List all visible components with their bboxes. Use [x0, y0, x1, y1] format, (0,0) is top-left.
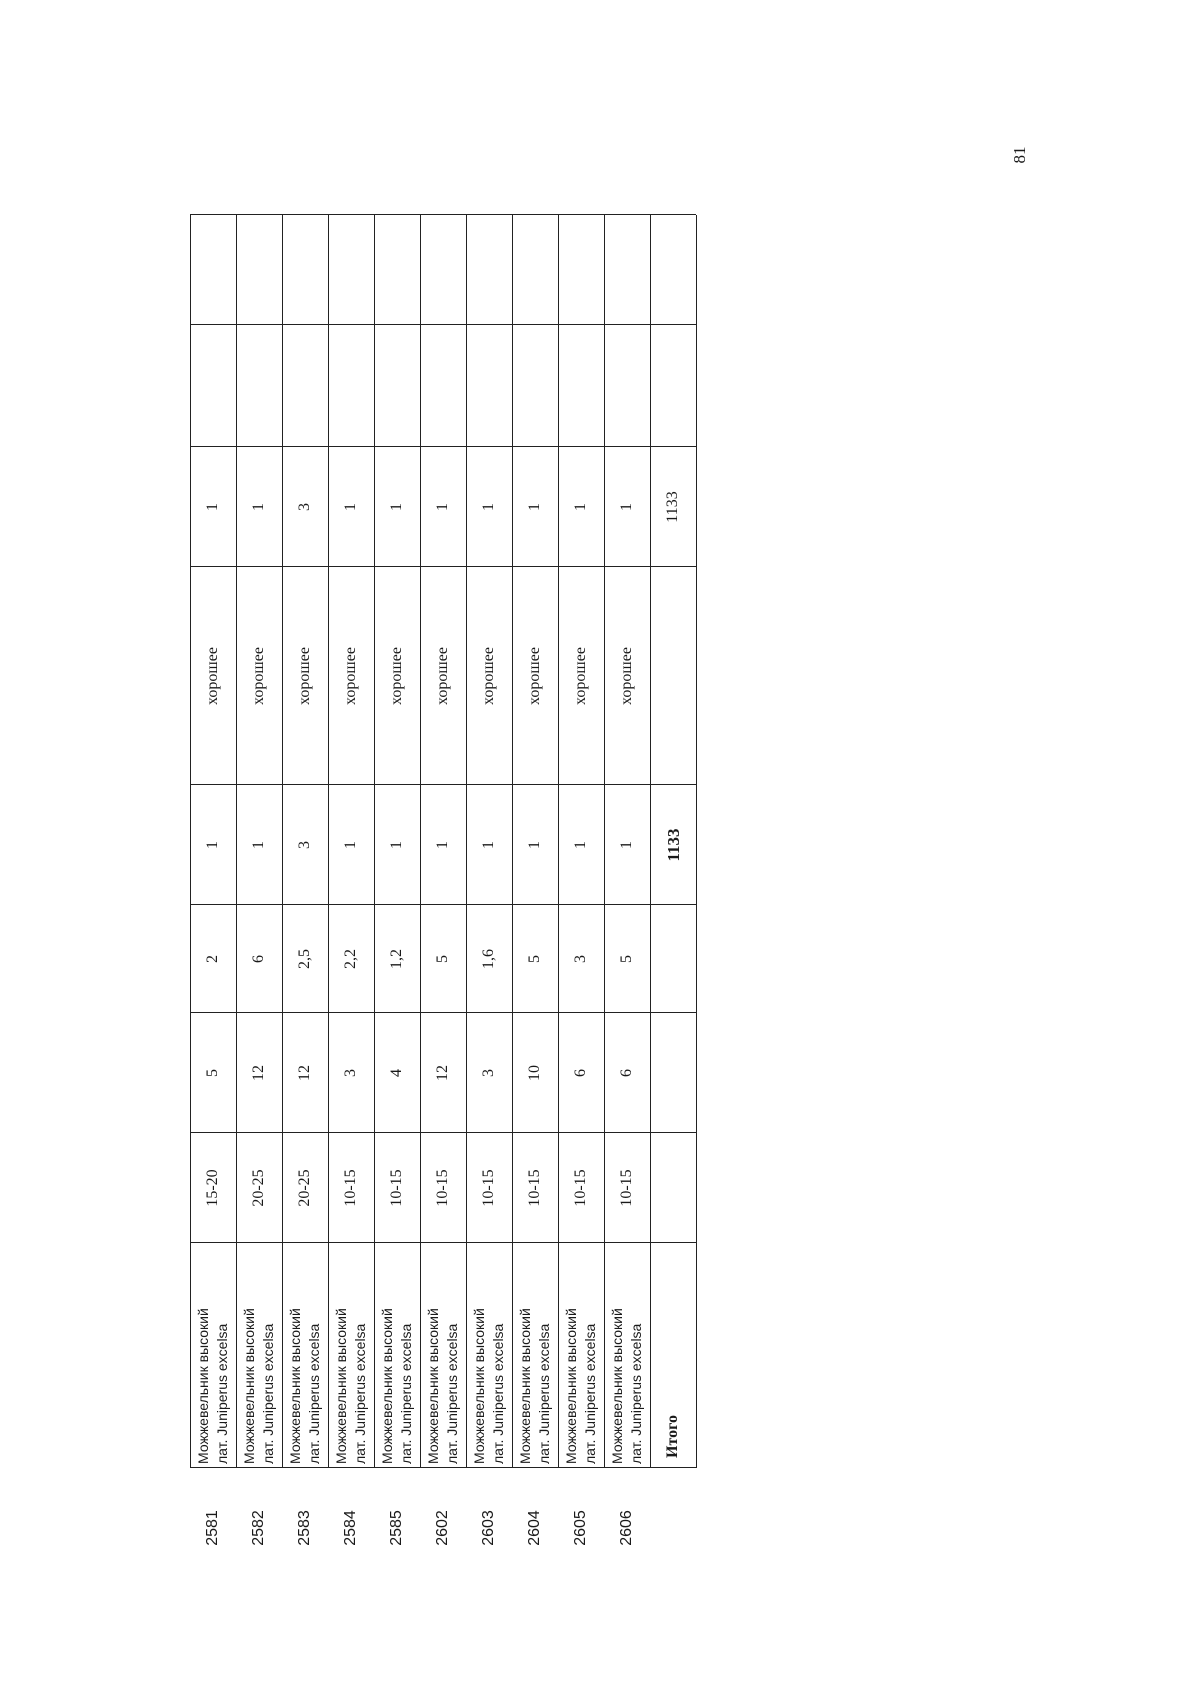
condition-value: хорошее: [572, 647, 589, 705]
size-value: 1,6: [480, 949, 497, 969]
count-b-value: 3: [296, 841, 313, 849]
size-cell: [512, 905, 558, 1013]
count-c-value: 1: [250, 503, 267, 511]
species-name: Можжевельник высокий: [471, 1308, 487, 1464]
row-number: 2584: [342, 1510, 359, 1546]
count-a-cell: [190, 1013, 236, 1133]
size-cell: [466, 905, 512, 1013]
total-row-cell: [650, 567, 696, 785]
species-latin-name: лат. Juniperus excelsa: [628, 1323, 644, 1464]
species-name: Можжевельник высокий: [379, 1308, 395, 1464]
count-b-value: 1: [388, 841, 405, 849]
size-cell: [558, 905, 604, 1013]
count-a-value: 6: [572, 1069, 589, 1077]
age-cell: [558, 1133, 604, 1243]
count-b-cell: [420, 785, 466, 905]
count-c-value: 1: [434, 503, 451, 511]
species-name: Можжевельник высокий: [609, 1308, 625, 1464]
size-value: 3: [572, 955, 589, 963]
empty-cell: [466, 325, 512, 447]
species-name-cell: [190, 1243, 236, 1468]
count-a-cell: [328, 1013, 374, 1133]
count-b-cell: [512, 785, 558, 905]
size-cell: [420, 905, 466, 1013]
total-row-cell: [650, 1013, 696, 1133]
species-name-cell: [282, 1243, 328, 1468]
total-label: Итого: [664, 1415, 681, 1458]
count-a-cell: [282, 1013, 328, 1133]
species-name-cell: [604, 1243, 650, 1468]
total-row-cell: [650, 447, 696, 567]
age-cell: [604, 1133, 650, 1243]
count-a-cell: [604, 1013, 650, 1133]
total-value: 1133: [664, 491, 681, 523]
age-value: 10-15: [342, 1169, 359, 1207]
empty-cell: [236, 215, 282, 325]
species-name: Можжевельник высокий: [563, 1308, 579, 1464]
condition-cell: [374, 567, 420, 785]
empty-cell: [420, 215, 466, 325]
empty-cell: [374, 215, 420, 325]
page-number: 81: [1010, 146, 1029, 164]
total-value-bold: 1133: [663, 828, 683, 862]
row-number: 2605: [572, 1510, 589, 1546]
count-c-cell: [466, 447, 512, 567]
count-c-value: 1: [388, 503, 405, 511]
table-row-line: [696, 215, 697, 1468]
total-row-cell: [650, 325, 696, 447]
age-cell: [420, 1133, 466, 1243]
species-name: Можжевельник высокий: [425, 1308, 441, 1464]
count-a-value: 6: [618, 1069, 635, 1077]
count-a-cell: [466, 1013, 512, 1133]
age-cell: [190, 1133, 236, 1243]
count-c-cell: [328, 447, 374, 567]
condition-cell: [236, 567, 282, 785]
age-cell: [236, 1133, 282, 1243]
empty-cell: [282, 215, 328, 325]
inventory-table: [190, 215, 685, 1468]
count-a-value: 12: [434, 1065, 451, 1081]
species-latin-name: лат. Juniperus excelsa: [582, 1323, 598, 1464]
rotated-table-area: [190, 215, 860, 1546]
size-value: 2,5: [296, 949, 313, 969]
condition-cell: [466, 567, 512, 785]
count-b-value: 1: [572, 841, 589, 849]
count-c-cell: [190, 447, 236, 567]
empty-cell: [282, 325, 328, 447]
empty-cell: [558, 325, 604, 447]
size-value: 6: [250, 955, 267, 963]
size-value: 5: [618, 955, 635, 963]
empty-cell: [512, 325, 558, 447]
size-cell: [236, 905, 282, 1013]
age-cell: [512, 1133, 558, 1243]
count-c-value: 1: [342, 503, 359, 511]
condition-cell: [512, 567, 558, 785]
age-value: 20-25: [296, 1169, 313, 1207]
condition-value: хорошее: [526, 647, 543, 705]
size-value: 5: [434, 955, 451, 963]
species-latin-name: лат. Juniperus excelsa: [444, 1323, 460, 1464]
count-c-cell: [374, 447, 420, 567]
age-cell: [282, 1133, 328, 1243]
row-number: 2581: [204, 1510, 221, 1546]
count-c-cell: [604, 447, 650, 567]
empty-cell: [466, 215, 512, 325]
species-latin-name: лат. Juniperus excelsa: [490, 1323, 506, 1464]
count-b-value: 1: [526, 841, 543, 849]
count-b-cell: [604, 785, 650, 905]
count-b-value: 1: [434, 841, 451, 849]
count-b-value: 1: [204, 841, 221, 849]
row-number: 2585: [388, 1510, 405, 1546]
species-name-cell: [374, 1243, 420, 1468]
species-latin-name: лат. Juniperus excelsa: [306, 1323, 322, 1464]
count-a-value: 12: [296, 1065, 313, 1081]
condition-value: хорошее: [618, 647, 635, 705]
empty-cell: [190, 215, 236, 325]
age-cell: [328, 1133, 374, 1243]
empty-cell: [190, 325, 236, 447]
age-value: 20-25: [250, 1169, 267, 1207]
total-row-cell: [650, 215, 696, 325]
size-cell: [190, 905, 236, 1013]
condition-value: хорошее: [342, 647, 359, 705]
count-c-value: 1: [618, 503, 635, 511]
condition-value: хорошее: [388, 647, 405, 705]
species-latin-name: лат. Juniperus excelsa: [214, 1323, 230, 1464]
count-a-value: 10: [526, 1065, 543, 1081]
size-value: 5: [526, 955, 543, 963]
count-a-value: 3: [480, 1069, 497, 1077]
size-cell: [374, 905, 420, 1013]
species-name: Можжевельник высокий: [195, 1308, 211, 1464]
total-label-cell: [650, 1243, 696, 1468]
count-b-value: 1: [480, 841, 497, 849]
empty-cell: [420, 325, 466, 447]
empty-cell: [604, 325, 650, 447]
age-cell: [466, 1133, 512, 1243]
count-a-value: 3: [342, 1069, 359, 1077]
row-number: 2602: [434, 1510, 451, 1546]
empty-cell: [328, 325, 374, 447]
species-latin-name: лат. Juniperus excelsa: [260, 1323, 276, 1464]
condition-value: хорошее: [250, 647, 267, 705]
count-b-value: 1: [250, 841, 267, 849]
condition-cell: [558, 567, 604, 785]
count-a-cell: [236, 1013, 282, 1133]
count-c-value: 1: [204, 503, 221, 511]
species-name: Можжевельник высокий: [241, 1308, 257, 1464]
species-latin-name: лат. Juniperus excelsa: [536, 1323, 552, 1464]
condition-cell: [190, 567, 236, 785]
empty-cell: [558, 215, 604, 325]
row-number: 2603: [480, 1510, 497, 1546]
species-name-cell: [328, 1243, 374, 1468]
count-b-cell: [282, 785, 328, 905]
count-c-value: 1: [480, 503, 497, 511]
size-cell: [282, 905, 328, 1013]
count-b-value: 1: [618, 841, 635, 849]
count-b-value: 1: [342, 841, 359, 849]
row-number: 2583: [296, 1510, 313, 1546]
species-name: Можжевельник высокий: [333, 1308, 349, 1464]
count-a-cell: [512, 1013, 558, 1133]
condition-cell: [420, 567, 466, 785]
age-value: 10-15: [480, 1169, 497, 1207]
count-a-value: 4: [388, 1069, 405, 1077]
condition-value: хорошее: [204, 647, 221, 705]
count-b-cell: [190, 785, 236, 905]
row-number: 2606: [618, 1510, 635, 1546]
condition-value: хорошее: [296, 647, 313, 705]
age-value: 10-15: [388, 1169, 405, 1207]
species-name-cell: [558, 1243, 604, 1468]
count-a-value: 12: [250, 1065, 267, 1081]
count-a-value: 5: [204, 1069, 221, 1077]
count-c-cell: [420, 447, 466, 567]
count-a-cell: [374, 1013, 420, 1133]
count-b-cell: [374, 785, 420, 905]
empty-cell: [328, 215, 374, 325]
count-c-cell: [236, 447, 282, 567]
row-number: 2582: [250, 1510, 267, 1546]
count-c-value: 1: [526, 503, 543, 511]
count-a-cell: [558, 1013, 604, 1133]
count-c-value: 1: [572, 503, 589, 511]
condition-cell: [604, 567, 650, 785]
empty-cell: [374, 325, 420, 447]
condition-value: хорошее: [480, 647, 497, 705]
species-name-cell: [420, 1243, 466, 1468]
count-b-cell: [236, 785, 282, 905]
empty-cell: [236, 325, 282, 447]
age-value: 10-15: [572, 1169, 589, 1207]
size-cell: [328, 905, 374, 1013]
row-number: 2604: [526, 1510, 543, 1546]
count-b-cell: [466, 785, 512, 905]
count-c-cell: [558, 447, 604, 567]
total-row-cell: [650, 785, 696, 905]
age-cell: [374, 1133, 420, 1243]
species-name-cell: [236, 1243, 282, 1468]
species-latin-name: лат. Juniperus excelsa: [398, 1323, 414, 1464]
total-row-cell: [650, 905, 696, 1013]
size-value: 1,2: [388, 949, 405, 969]
count-a-cell: [420, 1013, 466, 1133]
empty-cell: [604, 215, 650, 325]
count-c-cell: [282, 447, 328, 567]
age-value: 15-20: [204, 1169, 221, 1207]
total-row-cell: [650, 1133, 696, 1243]
count-c-cell: [512, 447, 558, 567]
species-name-cell: [466, 1243, 512, 1468]
condition-cell: [282, 567, 328, 785]
size-value: 2,2: [342, 949, 359, 969]
count-b-cell: [328, 785, 374, 905]
count-b-cell: [558, 785, 604, 905]
species-latin-name: лат. Juniperus excelsa: [352, 1323, 368, 1464]
age-value: 10-15: [526, 1169, 543, 1207]
empty-cell: [512, 215, 558, 325]
species-name: Можжевельник высокий: [287, 1308, 303, 1464]
species-name-cell: [512, 1243, 558, 1468]
condition-value: хорошее: [434, 647, 451, 705]
age-value: 10-15: [618, 1169, 635, 1207]
age-value: 10-15: [434, 1169, 451, 1207]
species-name: Можжевельник высокий: [517, 1308, 533, 1464]
size-cell: [604, 905, 650, 1013]
count-c-value: 3: [296, 503, 313, 511]
condition-cell: [328, 567, 374, 785]
size-value: 2: [204, 955, 221, 963]
